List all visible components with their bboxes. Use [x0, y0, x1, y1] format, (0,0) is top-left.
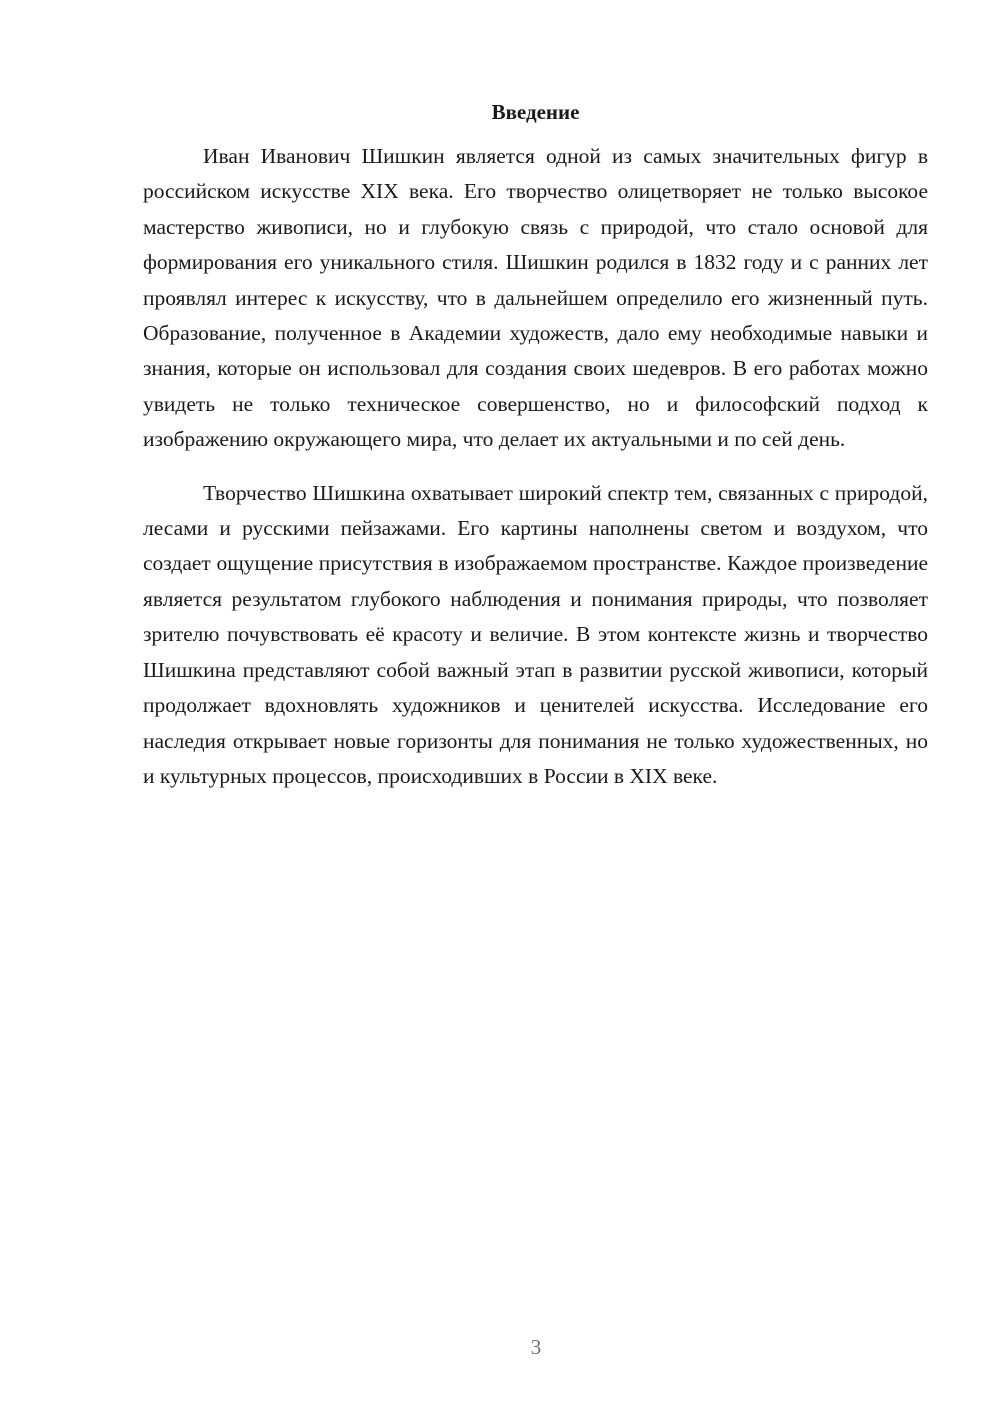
- paragraph-1: Иван Иванович Шишкин является одной из самых значительных фигур в российском искусстве XIX века. Его творчество олицетворяет не только высокое мастерство живописи, но и глубокую связь с природой, что стало основой для формирования его уникального стиля. Шишкин родился в 1832 году и с ранних лет проявлял интерес к искусству, что в дальнейшем определило его жизненный путь. Образование, полученное в Академии художеств, дало ему необходимые навыки и знания, которые он использовал для создания своих шедевров. В его работах можно увидеть не только техническое совершенство, но и философский подход к изображению окружающего мира, что делает их актуальными и по сей день.: [143, 144, 928, 452]
- page-number: 3: [530, 1335, 542, 1359]
- paragraph-2: Творчество Шишкина охватывает широкий спектр тем, связанных с природой, лесами и русскими пейзажами. Его картины наполнены светом и воздухом, что создает ощущение присутствия в изображаемом пространстве. Каждое произведение является результатом глубокого наблюдения и понимания природы, что позволяет зрителю почувствовать её красоту и величие. В этом контексте жизнь и творчество Шишкина представляют собой важный этап в развитии русской живописи, который продолжает вдохновлять художников и ценителей искусства. Исследование его наследия открывает новые горизонты для понимания не только художественных, но и культурных процессов, происходивших в России в XIX веке.: [143, 480, 928, 788]
- page-content: [143, 97, 928, 794]
- section-heading: Введение: [491, 100, 580, 124]
